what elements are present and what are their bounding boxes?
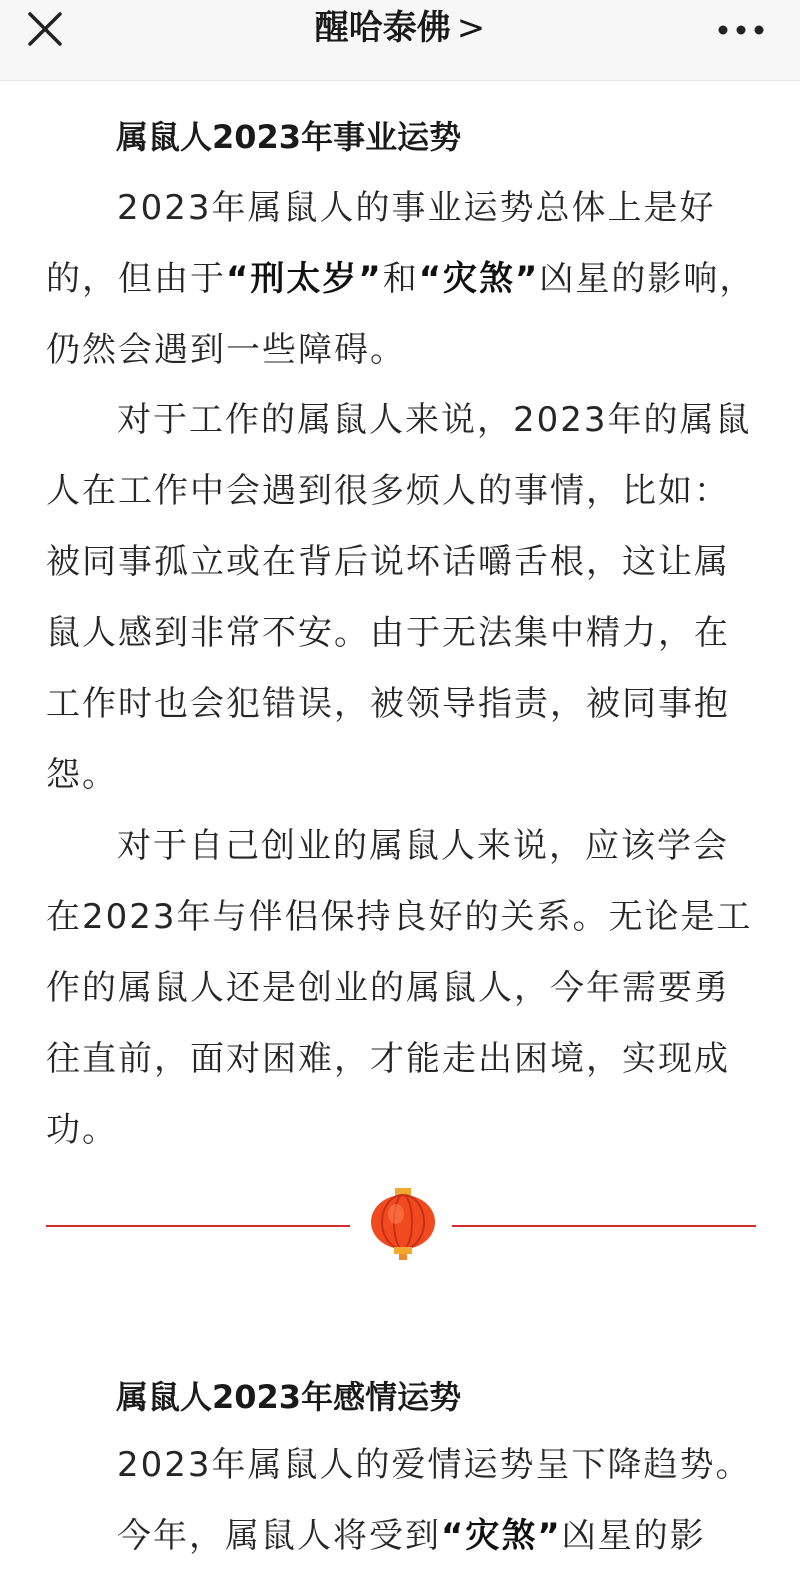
more-dots-icon[interactable] <box>716 18 766 42</box>
paragraph-love-overview: 2023年属鼠人的爱情运势呈下降趋势。 <box>117 1445 752 1485</box>
text-segment: 凶星的影 <box>561 1516 706 1556</box>
paragraph-career-business: 对于自己创业的属鼠人来说，应该学会在2023年与伴侣保持良好的关系。无论是工作的属鼠人还是创业的属鼠人，今年需要勇往直前，面对困难，才能走出困境，实现成功。 <box>46 826 753 1150</box>
section-heading-love: 属鼠人2023年感情运势 <box>116 1378 462 1416</box>
divider-line-left <box>46 1225 350 1227</box>
section-heading-career: 属鼠人2023年事业运势 <box>116 118 462 156</box>
bold-term-zaisha: “灾煞” <box>441 1516 562 1556</box>
nav-bar <box>0 0 800 81</box>
paragraph-career-overview <box>46 173 758 386</box>
paragraph-love-detail <box>46 1501 758 1572</box>
bold-term-xingtaisui: “刑太岁” <box>226 259 383 299</box>
account-name[interactable]: 醒哈泰佛 <box>314 8 451 48</box>
lantern-icon <box>368 1186 438 1260</box>
text-segment: 今年，属鼠人将受到 <box>117 1516 441 1556</box>
chevron-right-icon[interactable]: > <box>456 8 486 48</box>
text-segment: 凶星的影响，仍然会遇到一些障碍。 <box>46 259 756 370</box>
account-title[interactable] <box>0 6 800 50</box>
bold-term-zaisha: “灾煞” <box>418 259 540 299</box>
text-segment: 2023年属鼠人的事业运势总体上是好的，但由于 <box>46 188 716 299</box>
paragraph-career-work: 对于工作的属鼠人来说，2023年的属鼠人在工作中会遇到很多烦人的事情，比如：被同事孤立或在背后说坏话嚼舌根，这让属鼠人感到非常不安。由于无法集中精力，在工作时也会犯错误，被领导指责，被同事抱怨。 <box>46 400 752 795</box>
divider-line-right <box>452 1225 756 1227</box>
text-segment: 和 <box>382 259 419 299</box>
